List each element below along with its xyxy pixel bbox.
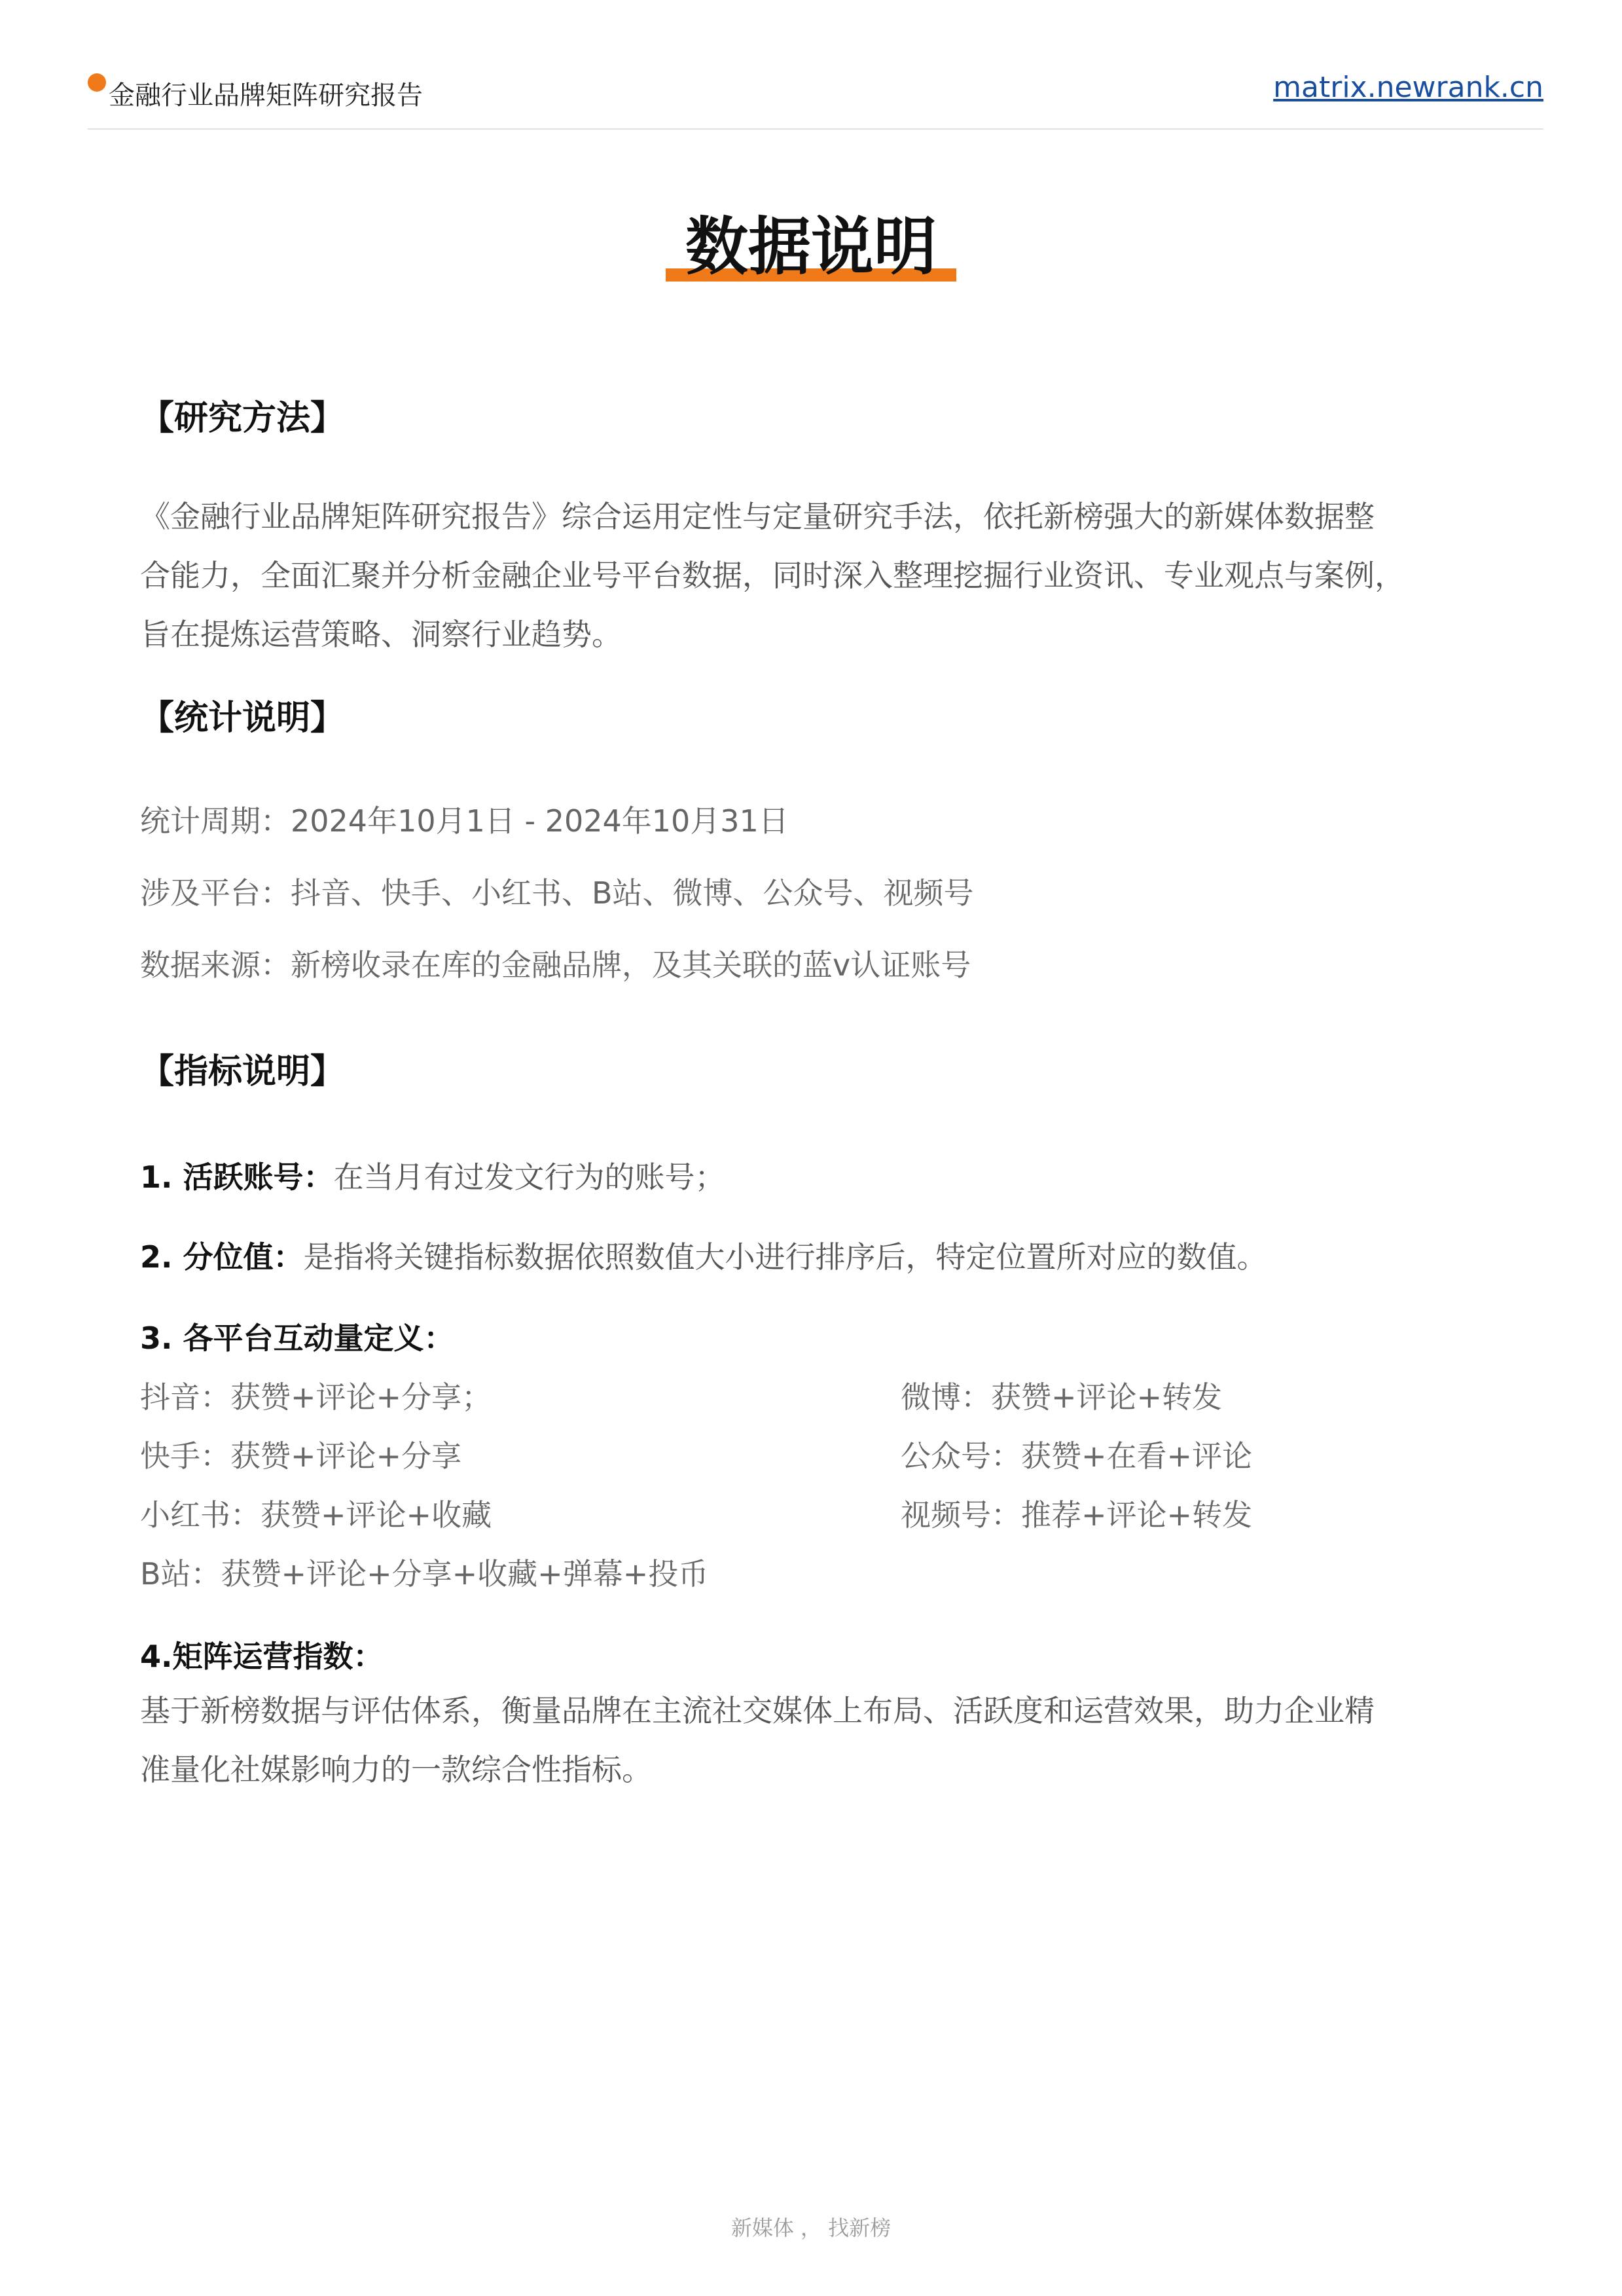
metric-item-4 [140,1633,383,1676]
research-paragraph [140,487,1488,664]
page-title [666,204,956,289]
page-title-wrap [0,204,1622,289]
def-douyin: 抖音：获赞+评论+分享； [140,1379,492,1415]
research-line-3: 旨在提炼运营策略、洞察行业趋势。 [140,617,622,652]
page-title-text: 数据说明 [685,210,937,283]
metric-item-3-label: 3. 各平台互动量定义： [140,1321,454,1356]
def-weibo: 微博：获赞+评论+转发 [901,1379,1223,1415]
def-kuaishou: 快手：获赞+评论+分享 [140,1438,462,1474]
orange-dot-icon [88,73,106,92]
report-title: 金融行业品牌矩阵研究报告 [109,81,423,111]
metric-item-4-paragraph [140,1681,1488,1799]
research-heading: 【研究方法】 [140,399,345,438]
metric-item-1-label: 1. 活跃账号： [140,1159,334,1195]
stats-source: 数据来源：新榜收录在库的金融品牌，及其关联的蓝v认证账号 [140,947,971,983]
stats-period: 统计周期：2024年10月1日 - 2024年10月31日 [140,803,789,839]
def-gongzhonghao: 公众号：获赞+在看+评论 [901,1438,1253,1474]
site-link[interactable]: matrix.newrank.cn [1273,71,1543,104]
metric-item-1 [140,1154,725,1197]
research-line-2: 合能力，全面汇聚并分析金融企业号平台数据，同时深入整理挖掘行业资讯、专业观点与案例， [140,558,1405,593]
metric-item-3 [140,1315,454,1358]
research-line-1: 《金融行业品牌矩阵研究报告》综合运用定性与定量研究手法，依托新榜强大的新媒体数据整 [140,499,1375,534]
metric-item-2-text: 是指将关键指标数据依照数值大小进行排序后，特定位置所对应的数值。 [303,1239,1267,1275]
stats-platforms: 涉及平台：抖音、快手、小红书、B站、微博、公众号、视频号 [140,875,974,911]
metrics-heading: 【指标说明】 [140,1052,345,1091]
page-header [88,65,1543,130]
metric-item-4-line-1: 基于新榜数据与评估体系，衡量品牌在主流社交媒体上布局、活跃度和运营效果，助力企业精 [140,1693,1375,1728]
footer-slogan: 新媒体 ， 找新榜 [730,2215,892,2240]
def-shipinhao: 视频号：推荐+评论+转发 [901,1497,1253,1533]
metric-item-2 [140,1233,1267,1277]
metric-item-4-label: 4.矩阵运营指数： [140,1639,384,1674]
metric-item-2-label: 2. 分位值： [140,1239,304,1275]
def-xiaohongshu: 小红书：获赞+评论+收藏 [140,1497,492,1533]
stats-heading: 【统计说明】 [140,699,345,738]
metric-item-1-text: 在当月有过发文行为的账号； [333,1159,725,1195]
def-bilibili: B站：获赞+评论+分享+收藏+弹幕+投币 [140,1556,709,1592]
header-divider [88,128,1543,130]
metric-item-4-line-2: 准量化社媒影响力的一款综合性指标。 [140,1752,652,1787]
